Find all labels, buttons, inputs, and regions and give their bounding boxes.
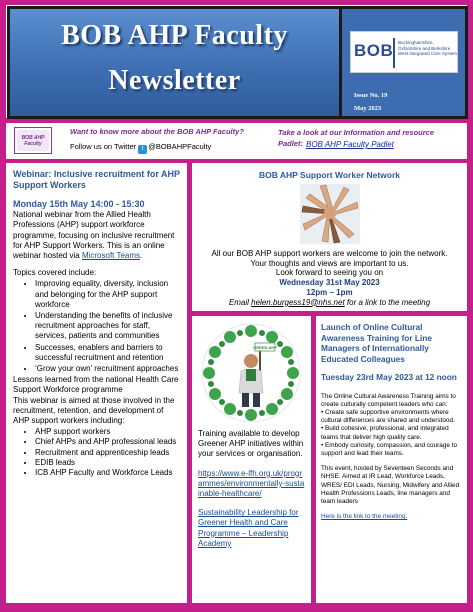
list-item: • EDIB leads [35, 458, 180, 468]
green-ahp-logo-image [201, 323, 301, 423]
greener-ahp-section [192, 316, 311, 603]
title-line-2: Newsletter [108, 65, 241, 96]
microsoft-teams-link[interactable]: Microsoft Teams [81, 251, 141, 261]
webinar-section [6, 163, 187, 603]
cultural-awareness-section [316, 316, 467, 603]
audience-intro: This webinar is aimed at those involved in the recruitment, retention, and development of AHP support workers including: [13, 395, 175, 426]
title-line-1: BOB AHP Faculty [61, 20, 288, 51]
info-bar [6, 123, 467, 159]
padlet-link[interactable]: BOB AHP Faculty Padlet [306, 140, 394, 149]
list-item: • Understanding the benefits of inclusive recruitment approaches for staff, services, patients and communities [35, 311, 180, 342]
meeting-link[interactable]: Here is the link to the meeting. [321, 513, 408, 521]
cultural-bullet: • Build cohesive, professional, and integrated teams that deliver high quality care. [321, 425, 449, 441]
issue-date: May 2023 [354, 105, 382, 112]
webinar-title: Webinar: Inclusive recruitment for AHP Support Workers [13, 169, 180, 190]
network-details [196, 249, 463, 307]
faculty-question: Want to know more about the BOB AHP Faculty? [70, 127, 244, 136]
list-item: • Chief AHPs and AHP professional leads [35, 437, 180, 447]
support-worker-network-section [192, 163, 467, 311]
logo-subtitle: Buckinghamshire, Oxfordshire and Berkshire West Integrated Care System [398, 40, 457, 56]
cultural-bullet: • Embody curiosity, compassion, and courage to support and lead their teams. [321, 441, 458, 457]
topics-list [35, 279, 180, 374]
network-lookforward: Look forward to seeing you on [275, 268, 384, 278]
list-item: • AHP support workers [35, 427, 180, 437]
cultural-date: Tuesday 23rd May 2023 at 12 noon [321, 372, 457, 382]
cultural-audience: This event, hosted by Seventeen Seconds and NHSE. Aimed at IR Lead, Workforce Leads, WRES/ EDI Leads, Nursing, Midwifery and Allied Health Professions Leads, line managers and team leaders [321, 465, 460, 505]
faculty-badge-icon [14, 127, 52, 154]
audience-list [35, 427, 180, 478]
cultural-bullet: • Create safe supportive environments where cultural differences are shared and understood. [321, 408, 455, 425]
network-date: Wednesday 31st May 2023 [279, 278, 380, 288]
bob-ics-logo [350, 31, 458, 73]
list-item: • Successes, enablers and barriers to successful recruitment and retention [35, 343, 180, 363]
logo-divider [393, 38, 395, 68]
twitter-icon[interactable]: t [138, 145, 147, 154]
webinar-date: Monday 15th May 14:00 - 15:30 [13, 199, 145, 209]
greener-intro: Training available to develop Greener AHP initiatives within your services or organisation. [198, 429, 304, 459]
network-email-line: Email helen.burgess19@nhs.net for a link to the meeting [228, 297, 431, 307]
logo-wordmark: BOB [354, 41, 394, 60]
webinar-intro: National webinar from the Allied Health Professions (AHP) support workforce programme, focusing on inclusive recruitment for AHP Support Workers. This is an online webinar hosted via Microsoft Teams. [13, 210, 175, 261]
network-welcome: All our BOB AHP support workers are welcome to join the network. [211, 249, 448, 258]
twitter-line [70, 142, 211, 154]
newsletter-header [6, 5, 467, 118]
list-item: • Recruitment and apprenticeship leads [35, 448, 180, 458]
resources-text: Take a look at our Information and resource Padlet: [278, 128, 435, 148]
list-item: • Improving equality, diversity, inclusion and belonging for the AHP support workforce [35, 279, 180, 310]
cultural-intro: The Online Cultural Awareness Training aims to create culturally competent leaders who can: • Create safe supportive environments where cultural differences are shared and understood. • Build cohesive, professional, and integrated teams that deliver high quality care. • Embody curiosity, compassion, and courage to support and lead their teams. [321, 392, 458, 457]
greener-ahp-text [198, 429, 306, 558]
sustainability-leadership-link[interactable]: Sustainability Leadership for Greener Health and Care Programme – Leadership Academy [198, 508, 299, 548]
badge-label: BOB AHP Faculty [21, 135, 45, 147]
network-time: 12pm – 1pm [306, 287, 353, 297]
twitter-handle-link[interactable]: @BOBAHPFaculty [148, 142, 212, 151]
title-banner [7, 6, 342, 119]
list-item: • ‘Grow your own’ recruitment approaches [35, 364, 180, 374]
logo-panel [342, 6, 468, 119]
sign-text: GREEN AHP [253, 345, 277, 350]
elfh-url-link[interactable]: https://www.e-lfh.org.uk/programmes/environmentally-sustainable-healthcare/ [198, 468, 305, 499]
follow-text: Follow us on Twitter [70, 142, 137, 151]
cultural-title: Launch of Online Cultural Awareness Training for Line Managers of Internationally Educated Colleagues [321, 322, 432, 364]
issue-number: Issue No. 19 [354, 92, 388, 99]
network-email-link[interactable]: helen.burgess19@nhs.net [251, 297, 345, 307]
padlet-prefix: Padlet: [278, 139, 304, 148]
list-item: • ICB AHP Faculty and Workforce Leads [35, 468, 180, 478]
network-title: BOB AHP Support Worker Network [258, 170, 401, 180]
topics-label: Topics covered include: [13, 268, 97, 278]
lessons-text: Lessons learned from the national Health Care Support Workforce programme [13, 375, 179, 395]
hands-together-image [300, 184, 360, 244]
network-views: Your thoughts and views are important to us. [250, 258, 409, 268]
